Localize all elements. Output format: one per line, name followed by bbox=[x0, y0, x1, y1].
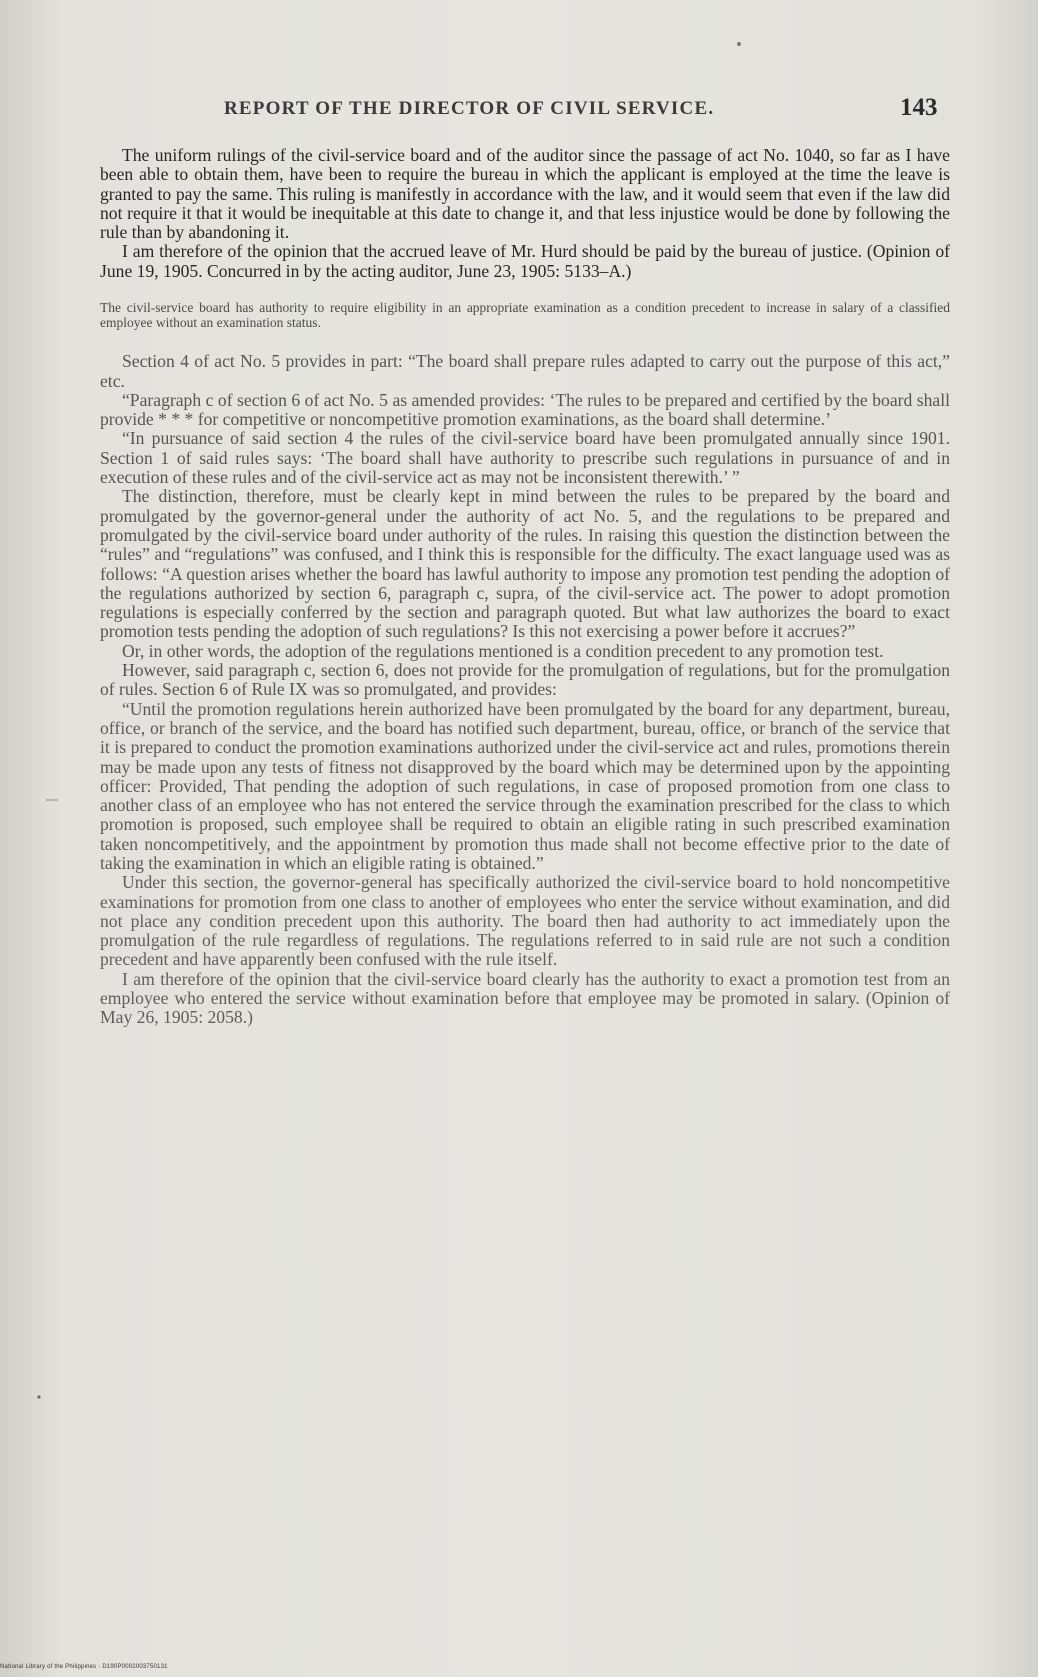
running-head: REPORT OF THE DIRECTOR OF CIVIL SERVICE. bbox=[224, 98, 715, 119]
paragraph: “Paragraph c of section 6 of act No. 5 as amended provides: ‘The rules to be prepared and certified by the board shall provide * * * for competitive or noncompetitive promotion examinations, as the board shall determine.’ bbox=[100, 389, 950, 430]
speck bbox=[737, 42, 741, 46]
paragraph: The distinction, therefore, must be clearly kept in mind between the rules to be prepared by the board and promulgated by the governor-general under the authority of act No. 5, and the regulations to be prepared and promulgated by the civil-service board under authority of the rules. In raising this question the distinction between the “rules” and “regulations” was confused, and I think this is responsible for the difficulty. The exact language used was as follows: “A question arises whether the board has lawful authority to impose any promotion test pending the adoption of the regulations authorized by section 6, paragraph c, supra, of the civil-service act. The power to adopt promotion regulations is especially conferred by the section and paragraph quoted. But what law authorizes the board to exact promotion tests pending the adoption of such regulations? Is this not exercising a power before it accrues?” bbox=[100, 486, 950, 642]
quoted-rule bbox=[100, 700, 950, 874]
main-section bbox=[100, 352, 950, 699]
paragraph: The uniform rulings of the civil-service board and of the auditor since the passage of act No. 1040, so far as I have been able to obtain them, have been to require the bureau in which the applicant is employed at the time the leave is granted to pay the same. This ruling is manifestly in accordance with the law, and it would seem that even if the law did not require it that it would be inequitable at this date to change it, and that less injustice would be done by following the rule than by abandoning it. bbox=[100, 145, 950, 243]
paragraph: However, said paragraph c, section 6, does not provide for the promulgation of regulations, but for the promulgation of rules. Section 6 of Rule IX was so promulgated, and provides: bbox=[100, 660, 950, 700]
speck bbox=[37, 1395, 40, 1398]
paragraph: I am therefore of the opinion that the accrued leave of Mr. Hurd should be paid by the bureau of justice. (Opinion of June 19, 1905. Concurred in by the acting auditor, June 23, 1905: 5133–A.) bbox=[100, 241, 950, 281]
opening-section bbox=[100, 146, 950, 281]
paragraph: Section 4 of act No. 5 provides in part: “The board shall prepare rules adapted to carry out the purpose of this act,” etc. bbox=[100, 351, 950, 391]
paragraph: I am therefore of the opinion that the civil-service board clearly has the authority to exact a promotion test from an employee who entered the service without examination before that employee may be promoted in salary. (Opinion of May 26, 1905: 2058.) bbox=[100, 968, 950, 1028]
body-text bbox=[100, 146, 950, 1028]
syllabus-note bbox=[100, 301, 950, 330]
footer-credit: National Library of the Philippines · D190P0002003750131 bbox=[0, 1664, 168, 1670]
paragraph: Or, in other words, the adoption of the regulations mentioned is a condition precedent to any promotion test. bbox=[122, 640, 884, 661]
page-header bbox=[0, 94, 1038, 124]
syllabus-text: The civil-service board has authority to require eligibility in an appropriate examination as a condition precedent to increase in salary of a classified employee without an examination status. bbox=[100, 300, 950, 330]
page-number: 143 bbox=[900, 94, 938, 121]
paragraph: “In pursuance of said section 4 the rules of the civil-service board have been promulgated annually since 1901. Section 1 of said rules says: ‘The board shall have authority to prescribe such regulations in pursuance of and in execution of these rules and of the civil-service act as may not be inconsistent therewith.’ ” bbox=[100, 428, 950, 488]
paragraph: Under this section, the governor-general has specifically authorized the civil-service board to hold noncompetitive examinations for promotion from one class to another of employees who enter the service without examination, and did not place any condition precedent upon this authority. The board then had authority to act immediately upon the promulgation of the rule regardless of regulations. The regulations referred to in said rule are not such a condition precedent and have apparently been confused with the rule itself. bbox=[100, 872, 950, 970]
quoted-rule-text: “Until the promotion regulations herein authorized have been promulgated by the board for any department, bureau, office, or branch of the service, and the board has notified such department, bureau, office, or branch of the service that it is prepared to conduct the promotion examinations authorized under the civil-service act and rules, promotions therein may be made upon any tests of fitness not disapproved by the board which may be determined upon by the appointing officer: Provided, That pending the adoption of such regulations, in case of proposed promotion from one class to another class of an employee who has not entered the service through the examination prescribed for the class to which promotion is proposed, such employee shall be required to obtain an eligible rating in such prescribed examination taken noncompetitively, and the appointment by promotion thus made shall not become effective prior to the date of taking the examination in which an eligible rating is obtained.” bbox=[100, 698, 950, 873]
closing-section bbox=[100, 873, 950, 1027]
